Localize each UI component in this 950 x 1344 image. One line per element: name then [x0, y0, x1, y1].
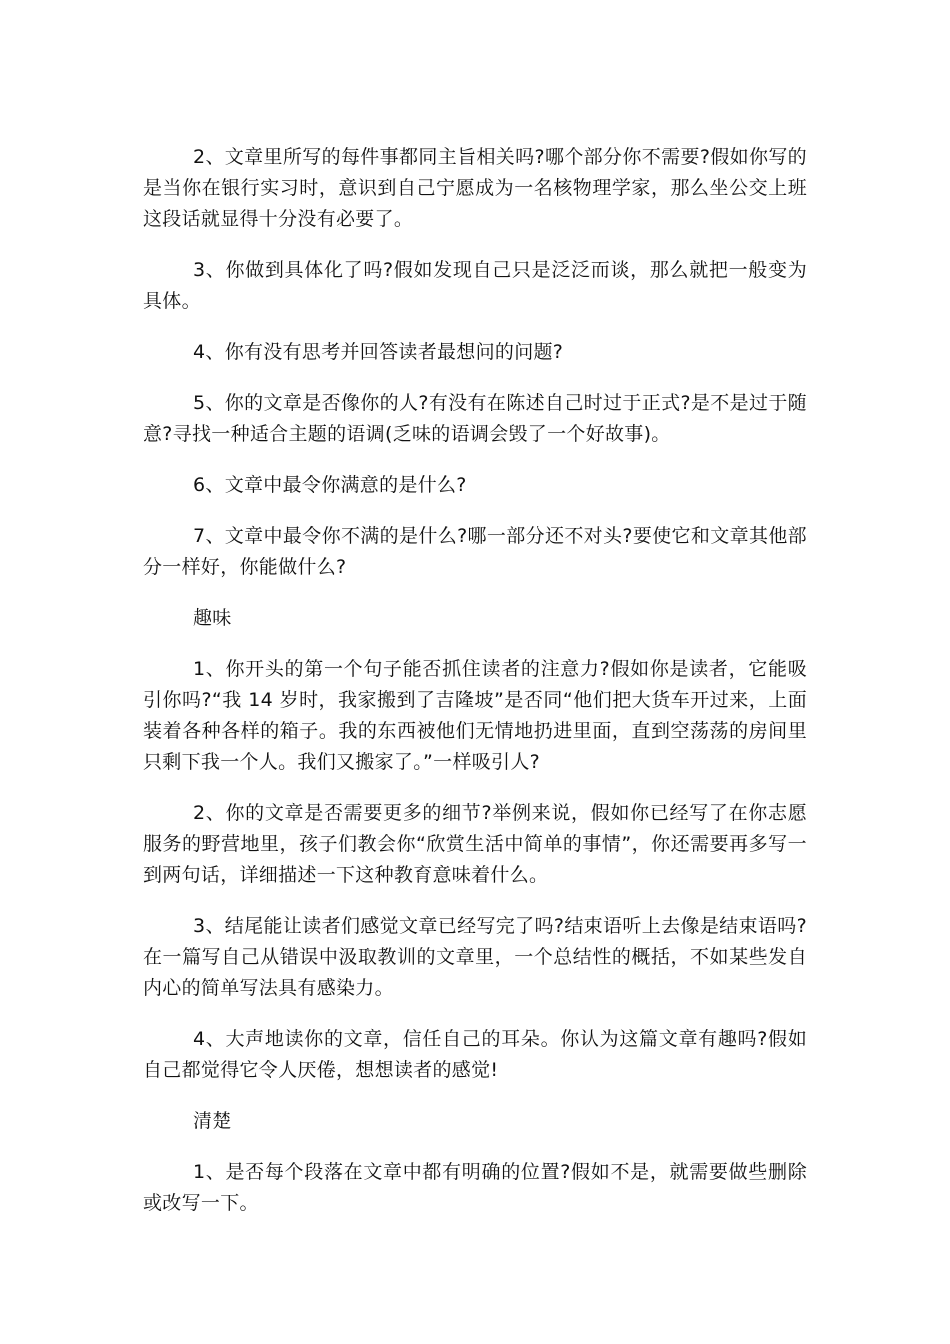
- paragraph-least-satisfied: 7、文章中最令你不满的是什么?哪一部分还不对头?要使它和文章其他部分一样好，你能做什么?: [143, 525, 807, 578]
- document-body: [143, 142, 807, 1239]
- section-heading-clarity: 清楚: [193, 1110, 232, 1132]
- paragraph-ending: 3、结尾能让读者们感觉文章已经写完了吗?结束语听上去像是结束语吗?在一篇写自己从错误中汲取教训的文章里，一个总结性的概括，不如某些发自内心的简单写法具有感染力。: [143, 915, 807, 999]
- paragraph-tone: 5、你的文章是否像你的人?有没有在陈述自己时过于正式?是不是过于随意?寻找一种适合主题的语调(乏味的语调会毁了一个好故事)。: [143, 392, 807, 445]
- section-heading-interest: 趣味: [193, 607, 232, 629]
- paragraph-opening-sentence: 1、你开头的第一个句子能否抓住读者的注意力?假如你是读者，它能吸引你吗?“我 14 岁时，我家搬到了吉隆坡”是否同“他们把大货车开过来，上面装着各种各样的箱子。我的东西被他们无情地扔进里面，直到空荡荡的房间里只剩下我一个人。我们又搬家了。”一样吸引人?: [143, 658, 807, 773]
- paragraph-read-aloud: 4、大声地读你的文章，信任自己的耳朵。你认为这篇文章有趣吗?假如自己都觉得它令人厌倦，想想读者的感觉!: [143, 1028, 807, 1081]
- paragraph-more-details: 2、你的文章是否需要更多的细节?举例来说，假如你已经写了在你志愿服务的野营地里，孩子们教会你“欣赏生活中简单的事情”，你还需要再多写一到两句话，详细描述一下这种教育意味着什么。: [143, 802, 807, 886]
- paragraph-paragraph-position: 1、是否每个段落在文章中都有明确的位置?假如不是，就需要做些删除或改写一下。: [143, 1161, 807, 1214]
- paragraph-reader-questions: 4、你有没有思考并回答读者最想问的问题?: [193, 341, 564, 363]
- paragraph-specificity: 3、你做到具体化了吗?假如发现自己只是泛泛而谈，那么就把一般变为具体。: [143, 259, 807, 312]
- paragraph-relevance: 2、文章里所写的每件事都同主旨相关吗?哪个部分你不需要?假如你写的是当你在银行实习时，意识到自己宁愿成为一名核物理学家，那么坐公交上班这段话就显得十分没有必要了。: [143, 146, 807, 230]
- paragraph-most-satisfied: 6、文章中最令你满意的是什么?: [193, 474, 467, 496]
